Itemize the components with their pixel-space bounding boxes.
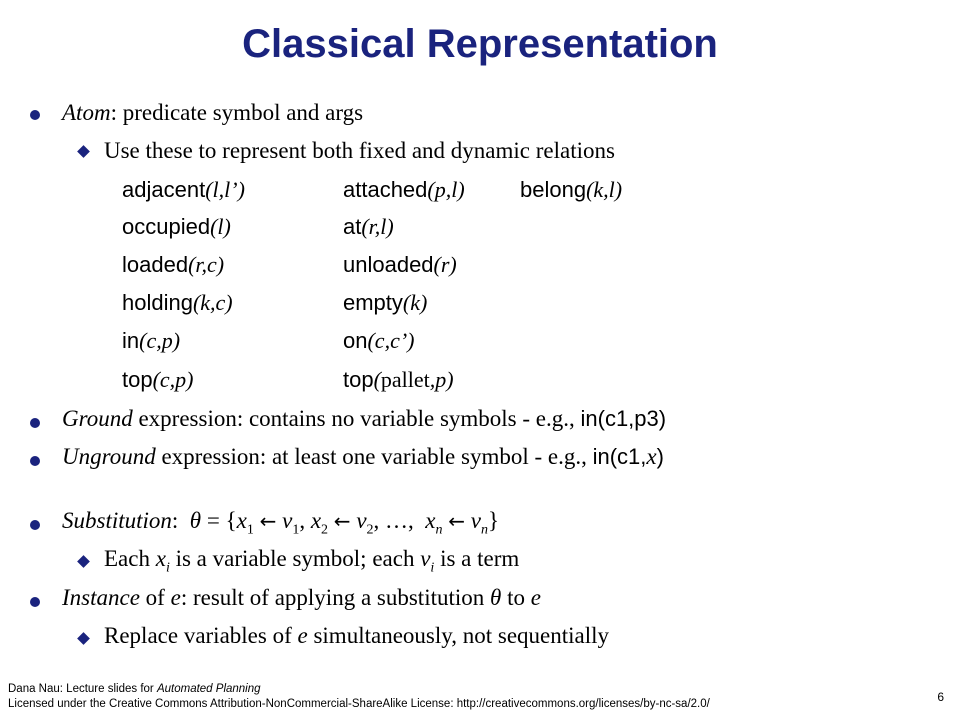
atom-example: top(c,p)	[122, 367, 194, 392]
atom-example: in(c,p)	[122, 328, 181, 353]
atom-example: on(c,c’)	[343, 328, 415, 353]
diamond-bullet-icon	[77, 555, 90, 568]
footer-credit: Dana Nau: Lecture slides for Automated Planning	[8, 683, 261, 695]
atom-example: attached(p,l)	[343, 177, 465, 202]
footer-license: Licensed under the Creative Commons Attribution-NonCommercial-ShareAlike License: http://creativecommons.org/licenses/by-nc-sa/2.0/	[8, 698, 710, 710]
slide-title: Classical Representation	[242, 22, 718, 66]
atom-example: holding(k,c)	[122, 290, 233, 315]
atom-example: loaded(r,c)	[122, 252, 225, 277]
atom-example: adjacent(l,l’)	[122, 177, 245, 202]
atom-bullet	[62, 100, 363, 126]
substitution-sub-bullet: Each $x_i$ is a variable symbol; each $v_i$ is a term	[104, 546, 520, 576]
bullet-dot-icon	[30, 418, 40, 428]
unground-bullet: Unground expression: at least one variable symbol - e.g., in(c1,x)	[62, 444, 664, 469]
footer	[8, 682, 710, 712]
page-number: 6	[937, 690, 944, 704]
atom-example: belong(k,l)	[520, 177, 623, 202]
diamond-bullet-icon	[77, 145, 90, 158]
substitution-bullet: Substitution: $\theta = \{x_1$ ← $v_1$, $x_2$ ← $v_2$, …, $x_n$ ← $v_n$}	[62, 508, 500, 538]
bullet-dot-icon	[30, 110, 40, 120]
bullet-dot-icon	[30, 520, 40, 530]
atom-example: at(r,l)	[343, 214, 394, 239]
diamond-bullet-icon	[77, 632, 90, 645]
atom-term: Atom	[62, 100, 111, 125]
atom-example: unloaded(r)	[343, 252, 457, 277]
bullet-dot-icon	[30, 597, 40, 607]
instance-sub-bullet: Replace variables of e simultaneously, not sequentially	[104, 623, 610, 648]
atom-example: occupied(l)	[122, 214, 231, 239]
atom-example: empty(k)	[343, 290, 428, 315]
bullet-dot-icon	[30, 456, 40, 466]
instance-bullet: Instance of e: result of applying a substitution θ to e	[62, 585, 541, 610]
atom-text: : predicate symbol and args	[110, 100, 364, 125]
atom-sub-bullet: Use these to represent both fixed and dynamic relations	[104, 138, 615, 163]
ground-bullet: Ground expression: contains no variable symbols - e.g., in(c1,p3)	[62, 406, 667, 431]
atom-example: top(pallet,p)	[343, 367, 454, 392]
